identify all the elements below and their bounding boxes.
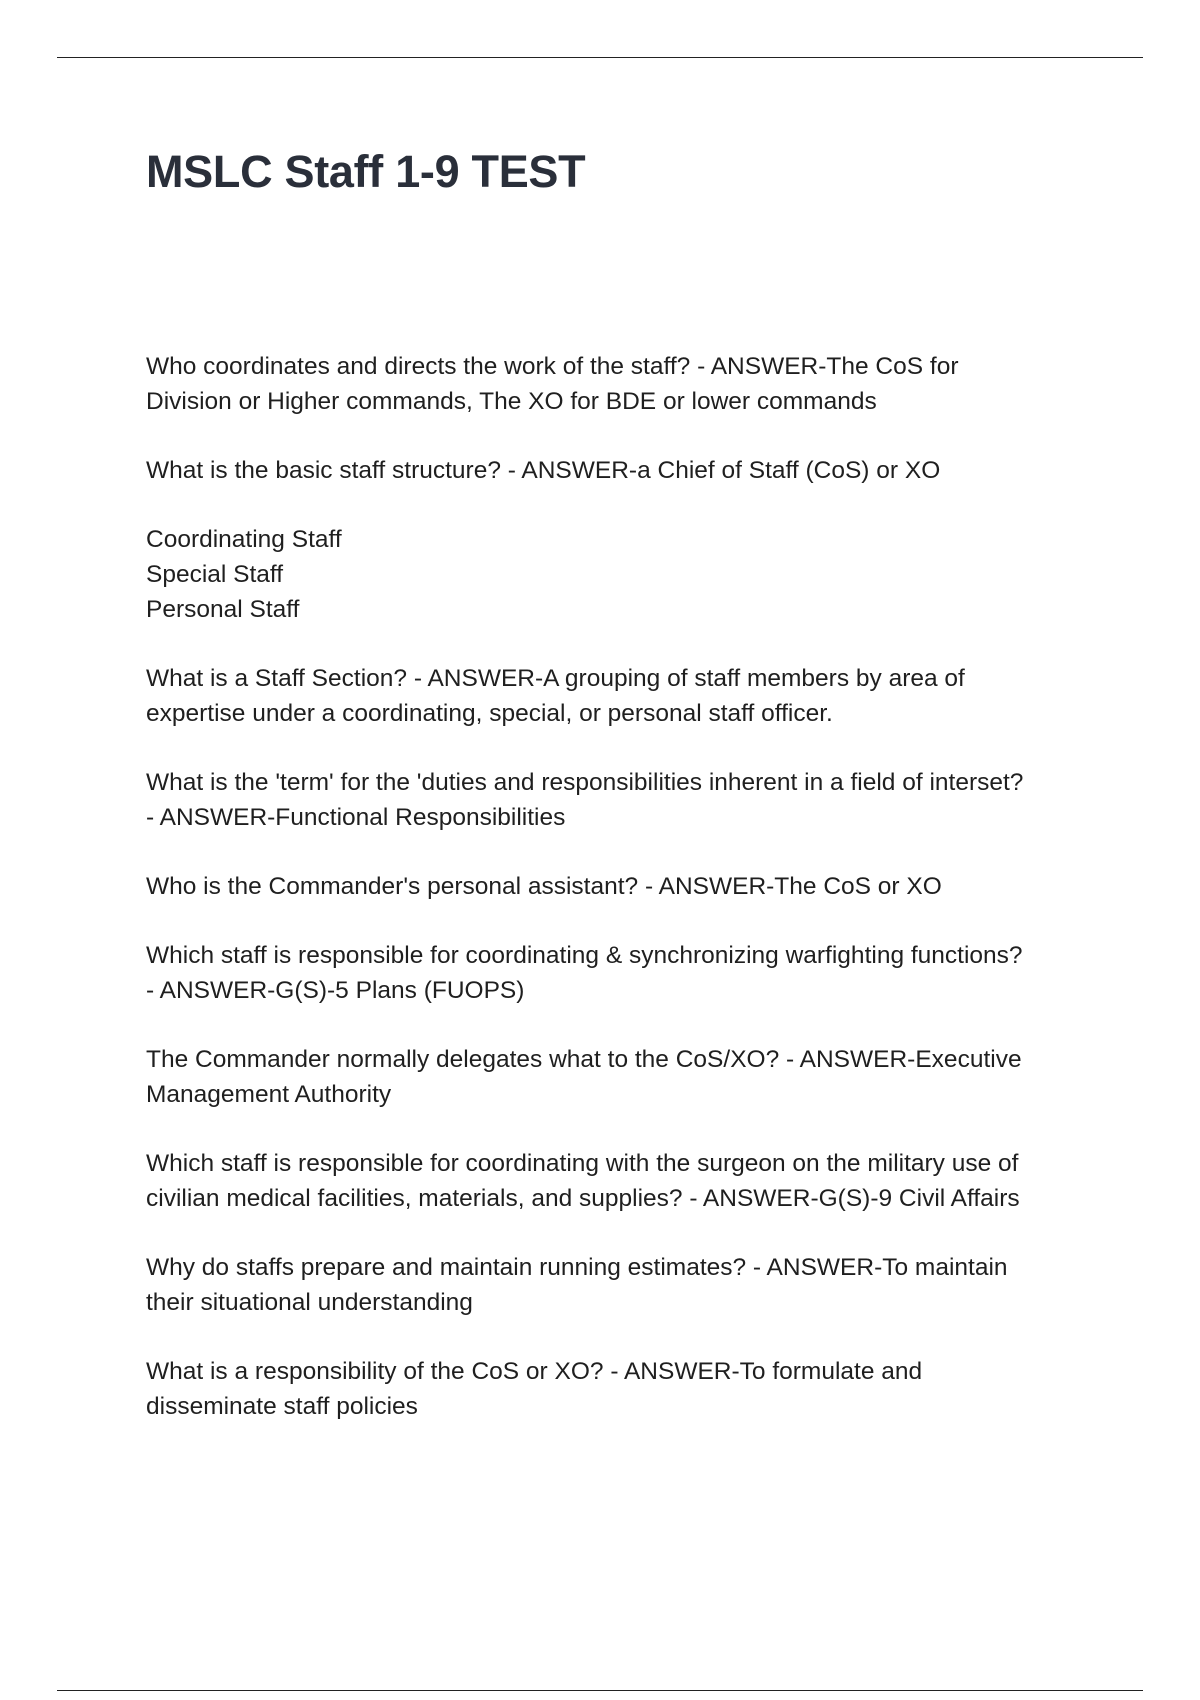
qa-item: Which staff is responsible for coordinating & synchronizing warfighting functions? - ANSWER-G(S)-5 Plans (FUOPS): [146, 942, 1023, 1004]
qa-item: Coordinating Staff Special Staff Personal Staff: [146, 526, 342, 623]
qa-item: What is the basic staff structure? - ANSWER-a Chief of Staff (CoS) or XO: [146, 457, 941, 484]
qa-item: Who is the Commander's personal assistant? - ANSWER-The CoS or XO: [146, 873, 942, 900]
qa-item: The Commander normally delegates what to the CoS/XO? - ANSWER-Executive Management Authority: [146, 1046, 1022, 1108]
qa-item: Which staff is responsible for coordinating with the surgeon on the military use of civilian medical facilities, materials, and supplies? - ANSWER-G(S)-9 Civil Affairs: [146, 1150, 1020, 1212]
qa-list: [146, 349, 1106, 1458]
qa-item: What is the 'term' for the 'duties and responsibilities inherent in a field of interset? - ANSWER-Functional Responsibilities: [146, 769, 1024, 831]
bottom-divider: [57, 1690, 1143, 1691]
qa-item: What is a responsibility of the CoS or XO? - ANSWER-To formulate and disseminate staff policies: [146, 1358, 923, 1420]
page-title: MSLC Staff 1-9 TEST: [146, 146, 586, 197]
qa-item: Who coordinates and directs the work of the staff? - ANSWER-The CoS for Division or Higher commands, The XO for BDE or lower commands: [146, 353, 959, 415]
qa-item: Why do staffs prepare and maintain running estimates? - ANSWER-To maintain their situational understanding: [146, 1254, 1008, 1316]
top-divider: [57, 57, 1143, 58]
qa-item: What is a Staff Section? - ANSWER-A grouping of staff members by area of expertise under a coordinating, special, or personal staff officer.: [146, 665, 965, 727]
